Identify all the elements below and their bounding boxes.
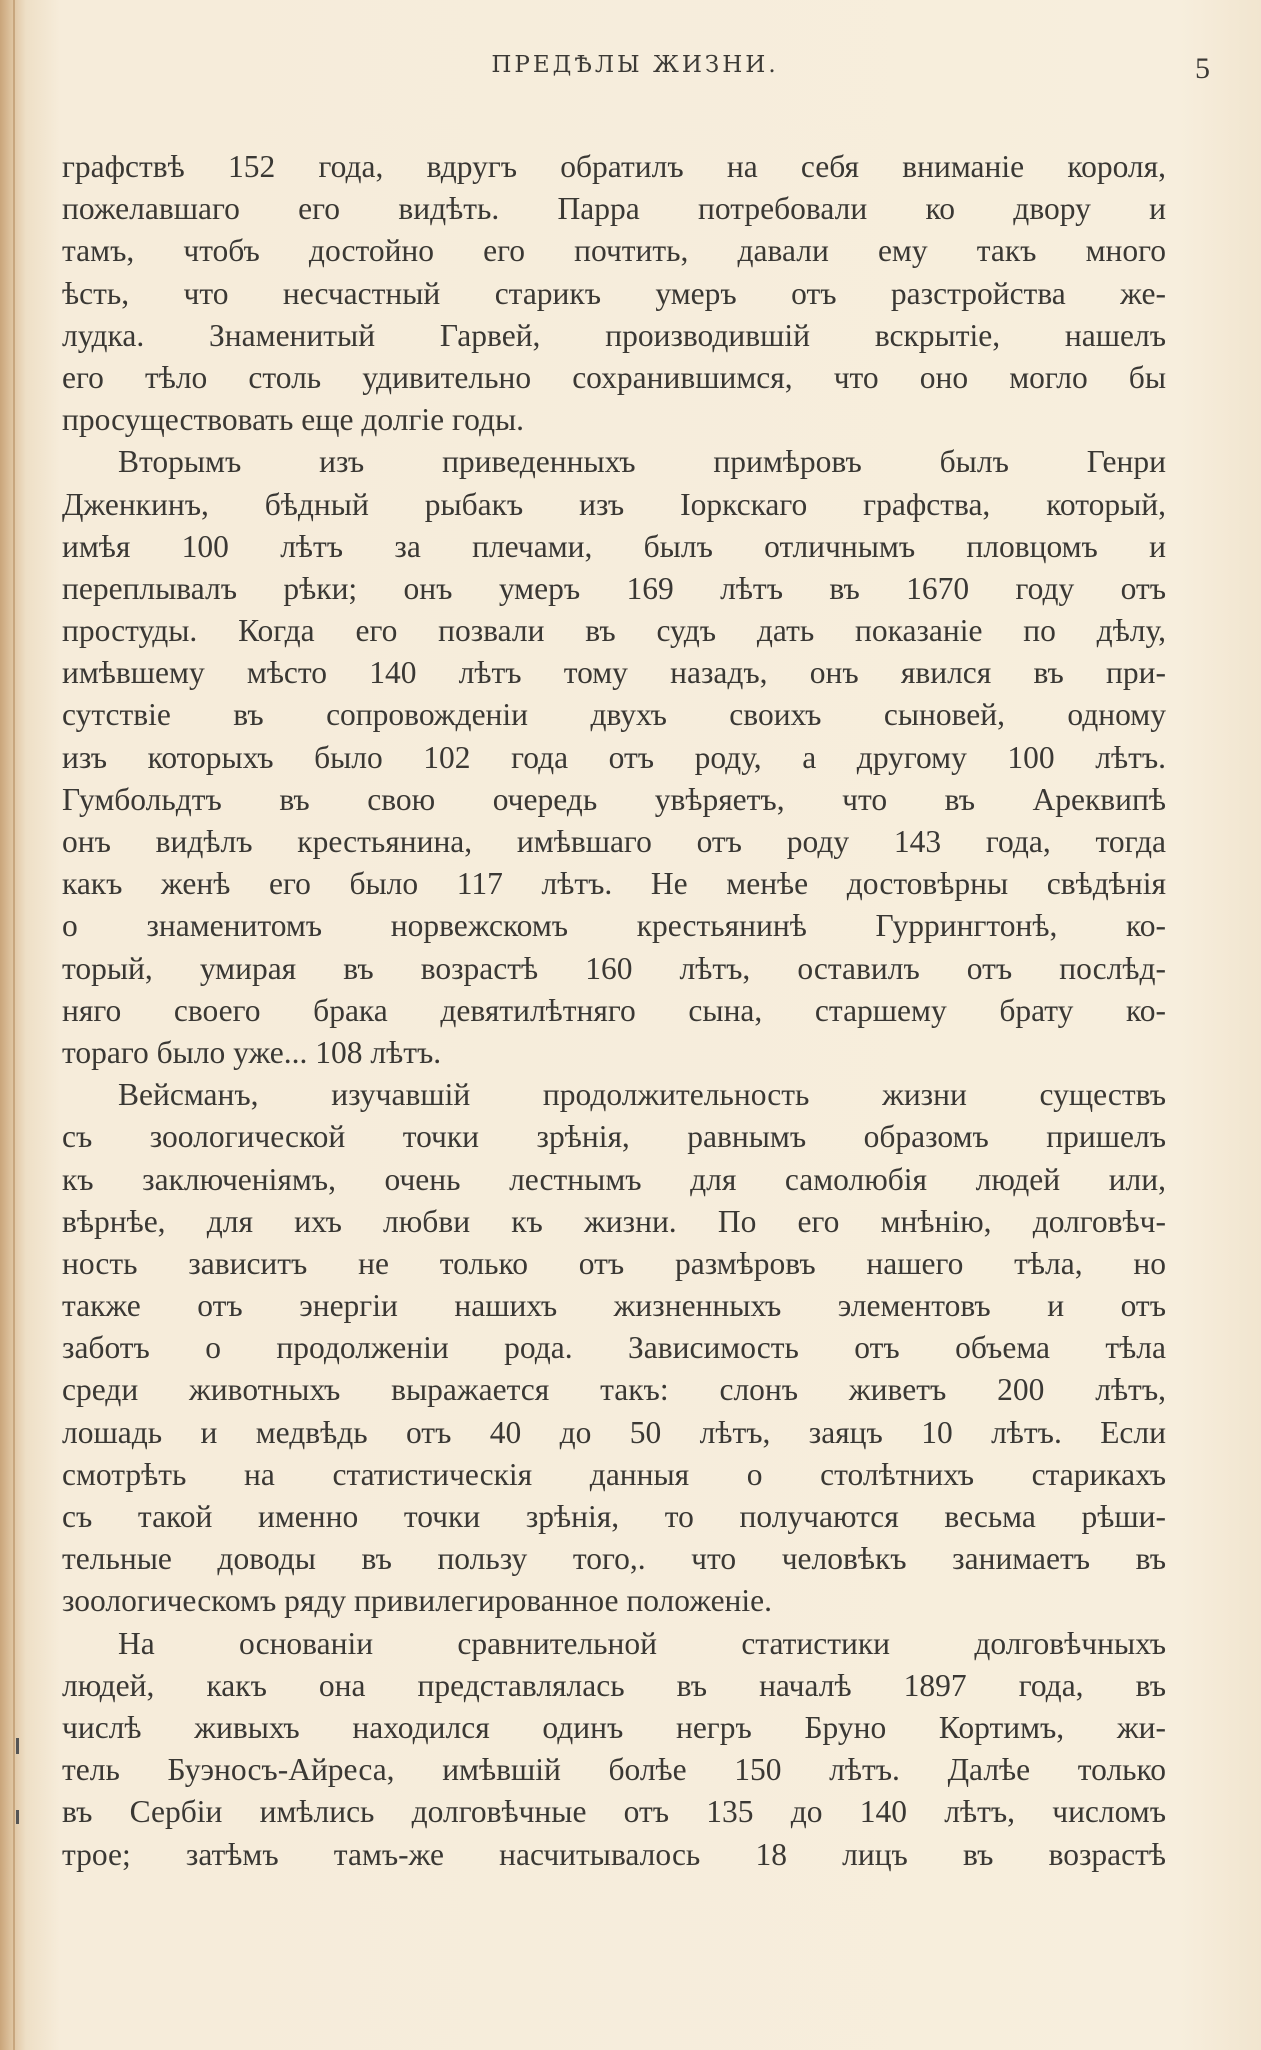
text-line: тельные доводы въ пользу того,. что человѣкъ занимаетъ въ [62, 1541, 1166, 1577]
text-line: Дженкинъ, бѣдный рыбакъ изъ Іоркскаго графства, который, [62, 486, 1166, 522]
text-line: тель Буэносъ-Айреса, имѣвшій болѣе 150 лѣтъ. Далѣе только [62, 1752, 1166, 1788]
text-line: ѣсть, что несчастный старикъ умеръ отъ разстройства же- [62, 275, 1166, 311]
margin-mark [16, 1738, 19, 1754]
text-line: лудка. Знаменитый Гарвей, производившій вскрытіе, нашелъ [62, 317, 1166, 353]
text-line: вѣрнѣе, для ихъ любви къ жизни. По его мнѣнію, долговѣч- [62, 1203, 1166, 1239]
text-line: имѣвшему мѣсто 140 лѣтъ тому назадъ, онъ явился въ при- [62, 655, 1166, 691]
page-number: 5 [1195, 52, 1210, 85]
text-line: ность зависитъ не только отъ размѣровъ нашего тѣла, но [62, 1245, 1166, 1281]
text-line: простуды. Когда его позвали въ судъ дать показаніе по дѣлу, [62, 613, 1166, 649]
text-line: трое; затѣмъ тамъ-же насчитывалось 18 лицъ въ возрастѣ [62, 1836, 1166, 1872]
text-line: его тѣло столь удивительно сохранившимся, что оно могло бы [62, 359, 1166, 395]
paragraph-end-line: просуществовать еще долгіе годы. [62, 402, 525, 438]
text-line: няго своего брака девятилѣтняго сына, старшему брату ко- [62, 992, 1166, 1028]
text-line: числѣ живыхъ находился одинъ негръ Бруно Кортимъ, жи- [62, 1709, 1166, 1745]
text-line: также отъ энергіи нашихъ жизненныхъ элементовъ и отъ [62, 1288, 1166, 1324]
running-head-title: ПРЕДѢЛЫ ЖИЗНИ. [491, 52, 779, 78]
text-line: смотрѣть на статистическія данныя о столѣтнихъ старикахъ [62, 1456, 1166, 1492]
paragraph-start-line: На основаніи сравнительной статистики долговѣчныхъ [118, 1625, 1166, 1661]
text-line: переплывалъ рѣки; онъ умеръ 169 лѣтъ въ 1670 году отъ [62, 570, 1166, 606]
text-line: съ зоологической точки зрѣнія, равнымъ образомъ пришелъ [62, 1119, 1166, 1155]
paragraph-end-line: тораго было уже... 108 лѣтъ. [62, 1034, 442, 1070]
text-line: тамъ, чтобъ достойно его почтить, давали ему такъ много [62, 233, 1166, 269]
text-line: сутствіе въ сопровожденіи двухъ своихъ сыновей, одному [62, 697, 1166, 733]
paragraph-end-line: зоологическомъ ряду привилегированное положеніе. [62, 1583, 773, 1619]
text-line: пожелавшаго его видѣть. Парра потребовали ко двору и [62, 191, 1166, 227]
text-line: лошадь и медвѣдь отъ 40 до 50 лѣтъ, заяцъ 10 лѣтъ. Если [62, 1414, 1166, 1450]
text-line: о знаменитомъ норвежскомъ крестьянинѣ Гуррингтонѣ, ко- [62, 908, 1166, 944]
text-line: изъ которыхъ было 102 года отъ роду, а другому 100 лѣтъ. [62, 739, 1166, 775]
text-line: людей, какъ она представлялась въ началѣ 1897 года, въ [62, 1667, 1166, 1703]
text-line: въ Сербіи имѣлись долговѣчные отъ 135 до 140 лѣтъ, числомъ [62, 1794, 1166, 1830]
text-line: среди животныхъ выражается такъ: слонъ живетъ 200 лѣтъ, [62, 1372, 1166, 1408]
text-line: торый, умирая въ возрастѣ 160 лѣтъ, оставилъ отъ послѣд- [62, 950, 1166, 986]
paragraph-start-line: Вейсманъ, изучавшій продолжительность жизни существъ [118, 1077, 1166, 1113]
text-line: какъ женѣ его было 117 лѣтъ. Не менѣе достовѣрны свѣдѣнія [62, 866, 1166, 902]
book-spine-edge [13, 0, 15, 2050]
text-line: съ такой именно точки зрѣнія, то получаются весьма рѣши- [62, 1499, 1166, 1534]
text-line: заботъ о продолженіи рода. Зависимость отъ объема тѣла [62, 1330, 1166, 1366]
margin-mark [16, 1810, 19, 1824]
running-head [60, 52, 1210, 92]
text-line: къ заключеніямъ, очень лестнымъ для самолюбія людей или, [62, 1161, 1166, 1197]
text-line: онъ видѣлъ крестьянина, имѣвшаго отъ роду 143 года, тогда [62, 824, 1166, 859]
text-line: Гумбольдтъ въ свою очередь увѣряетъ, что въ Ареквипѣ [62, 781, 1166, 817]
text-line: графствѣ 152 года, вдругъ обратилъ на себя вниманіе короля, [62, 149, 1166, 184]
body-text [62, 146, 1166, 1876]
paragraph-start-line: Вторымъ изъ приведенныхъ примѣровъ былъ Генри [118, 444, 1166, 480]
text-line: имѣя 100 лѣтъ за плечами, былъ отличнымъ пловцомъ и [62, 528, 1166, 564]
